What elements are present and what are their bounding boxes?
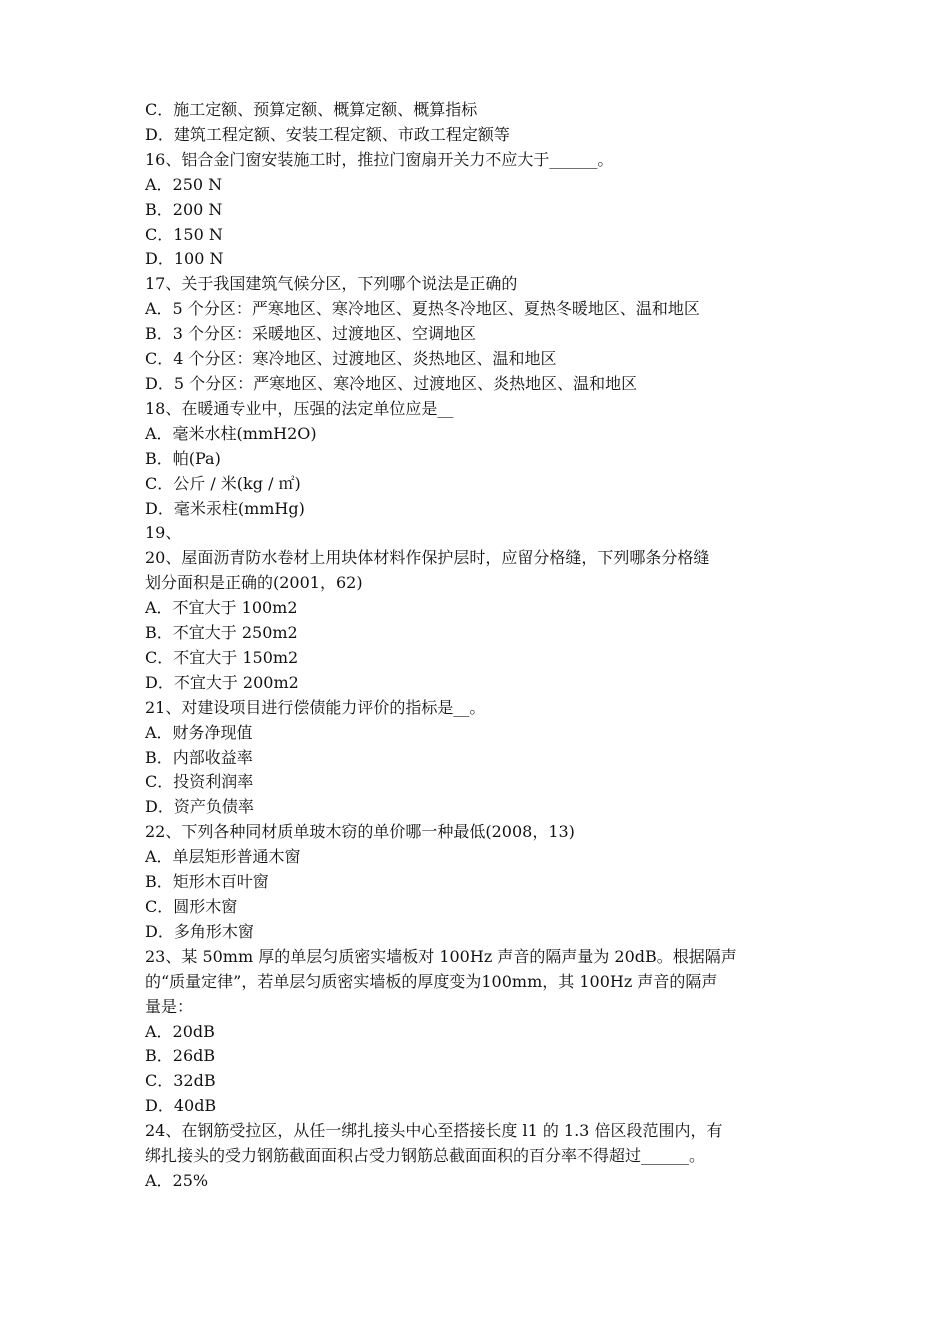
option-d: D．多角形木窗	[145, 921, 254, 941]
option-a: A．毫米水柱(mmH2O)	[145, 423, 317, 443]
option-a: A．单层矩形普通木窗	[145, 847, 301, 867]
option-c: C．投资利润率	[145, 772, 254, 792]
option-c: C．4 个分区：寒冷地区、过渡地区、炎热地区、温和地区	[145, 349, 557, 369]
option-a: A．不宜大于 100m2	[145, 598, 298, 618]
option-b: B．矩形木百叶窗	[145, 872, 269, 892]
option-a: A．250 N	[145, 174, 223, 194]
document-page	[145, 98, 810, 1194]
option-d: D．5 个分区：严寒地区、寒冷地区、过渡地区、炎热地区、温和地区	[145, 373, 638, 393]
question-17: 17、关于我国建筑气候分区，下列哪个说法是正确的	[145, 274, 518, 294]
option-d: D．100 N	[145, 249, 224, 269]
option-b: B．200 N	[145, 199, 223, 219]
option-b: B．不宜大于 250m2	[145, 623, 298, 643]
option-b: B．3 个分区：采暖地区、过渡地区、空调地区	[145, 324, 477, 344]
text-line: D．建筑工程定额、安装工程定额、市政工程定额等	[145, 124, 510, 144]
option-d: D．不宜大于 200m2	[145, 672, 299, 692]
question-22: 22、下列各种同材质单玻木窃的单价哪一种最低(2008，13)	[145, 822, 575, 842]
question-19: 19、	[145, 523, 182, 543]
question-18: 18、在暖通专业中，压强的法定单位应是__	[145, 398, 454, 418]
question-16: 16、铝合金门窗安装施工时，推拉门窗扇开关力不应大于______。	[145, 149, 614, 169]
question-20-cont: 划分面积是正确的(2001，62)	[145, 573, 363, 593]
option-d: D．40dB	[145, 1096, 217, 1116]
question-20: 20、屋面沥青防水卷材上用块体材料作保护层时，应留分格缝，下列哪条分格缝	[145, 548, 710, 568]
option-a: A．25%	[145, 1170, 209, 1190]
option-b: B．26dB	[145, 1046, 216, 1066]
option-a: A．财务净现值	[145, 722, 253, 742]
question-23-cont: 量是：	[145, 996, 194, 1016]
option-c: C．圆形木窗	[145, 897, 238, 916]
question-24-cont: 绑扎接头的受力钢筋截面面积占受力钢筋总截面面积的百分率不得超过______。	[145, 1146, 706, 1166]
option-c: C．公斤 / 米(kg / ㎡)	[145, 473, 301, 493]
option-a: A．5 个分区：严寒地区、寒冷地区、夏热冬冷地区、夏热冬暖地区、温和地区	[145, 299, 700, 319]
question-23: 23、某 50mm 厚的单层匀质密实墙板对 100Hz 声音的隔声量为 20dB。根据隔声	[145, 946, 737, 966]
option-b: B．内部收益率	[145, 747, 253, 767]
option-d: D．毫米汞柱(mmHg)	[145, 498, 305, 518]
option-c: C．不宜大于 150m2	[145, 647, 299, 667]
option-c: C．150 N	[145, 224, 223, 244]
option-a: A．20dB	[145, 1021, 215, 1041]
option-c: C．32dB	[145, 1071, 216, 1091]
option-d: D．资产负债率	[145, 797, 254, 817]
text-line: C．施工定额、预算定额、概算定额、概算指标	[145, 100, 478, 119]
option-b: B．帕(Pa)	[145, 448, 221, 468]
question-21: 21、对建设项目进行偿债能力评价的指标是__。	[145, 697, 486, 717]
question-23-cont: 的“质量定律”，若单层匀质密实墙板的厚度变为100mm，其 100Hz 声音的隔声	[145, 971, 718, 991]
question-24: 24、在钢筋受拉区，从任一绑扎接头中心至搭接长度 l1 的 1.3 倍区段范围内，有	[145, 1121, 723, 1141]
